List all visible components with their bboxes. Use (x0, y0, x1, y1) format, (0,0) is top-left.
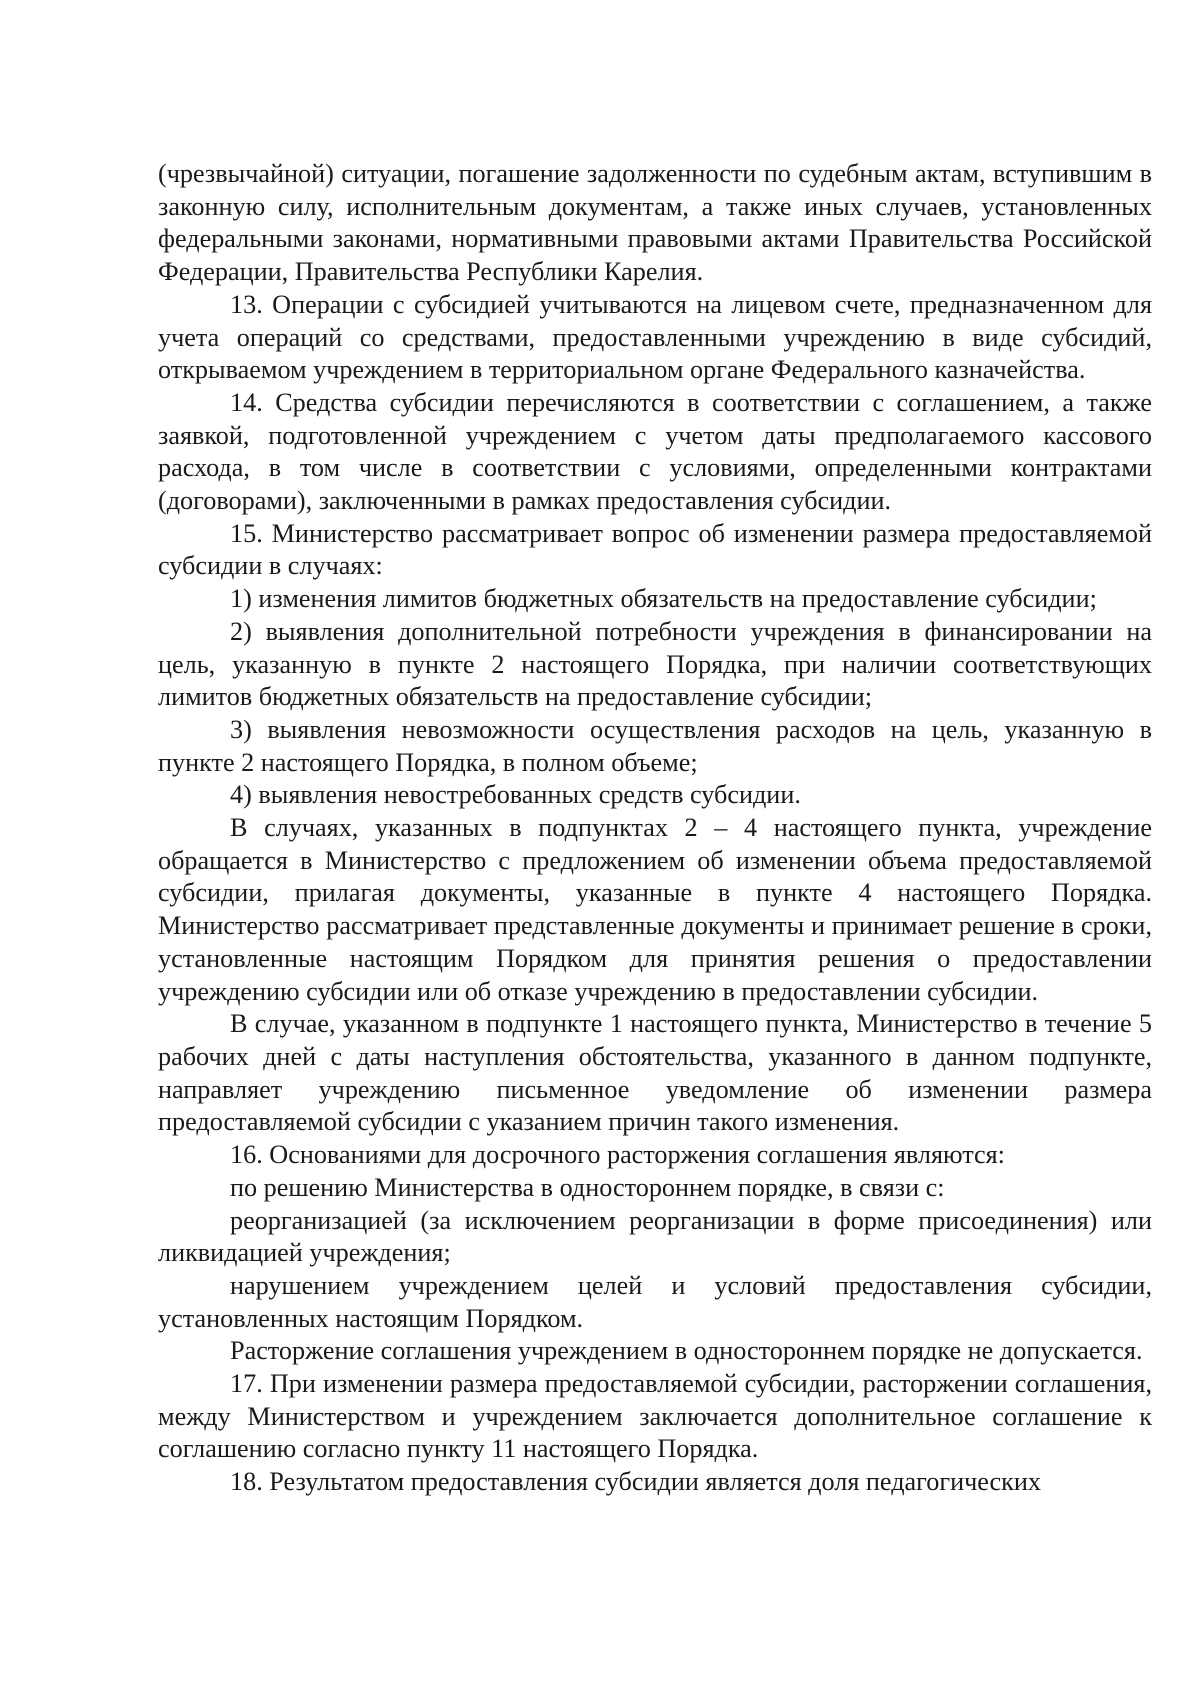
paragraph-16-reorganization: реорганизацией (за исключением реорганизации в форме присоединения) или ликвидацией учреждения; (158, 1205, 1152, 1268)
paragraph-16-termination-note: Расторжение соглашения учреждением в одностороннем порядке не допускается. (230, 1336, 1143, 1366)
paragraph-15-item-1: 1) изменения лимитов бюджетных обязательств на предоставление субсидии; (230, 584, 1097, 614)
paragraph-13: 13. Операции с субсидией учитываются на лицевом счете, предназначенном для учета операций со средствами, предоставленными учреждению в виде субсидий, открываемом учреждением в территориальном органе Федерального казначейства. (158, 289, 1152, 385)
paragraph-17: 17. При изменении размера предоставляемой субсидии, расторжении соглашения, между Министерством и учреждением заключается дополнительное соглашение к соглашению согласно пункту 11 настоящего Порядка. (158, 1369, 1152, 1464)
paragraph-15-case-1: В случае, указанном в подпункте 1 настоящего пункта, Министерство в течение 5 рабочих дней с даты наступления обстоятельства, указанного в данном подпункте, направляет учреждению письменное уведомление об изменении размера предоставляемой субсидии с указанием причин такого изменения. (158, 1009, 1152, 1137)
paragraph-15: 15. Министерство рассматривает вопрос об изменении размера предоставляемой субсидии в случаях: (158, 518, 1152, 581)
paragraph-16-violation: нарушением учреждением целей и условий предоставления субсидии, установленных настоящим Порядком. (158, 1270, 1152, 1333)
paragraph-14: 14. Средства субсидии перечисляются в соответствии с соглашением, а также заявкой, подготовленной учреждением с учетом даты предполагаемого кассового расхода, в том числе в соответствии с условиями, определенными контрактами (договорами), заключенными в рамках предоставления субсидии. (158, 387, 1152, 516)
paragraph-16-unilateral: по решению Министерства в одностороннем порядке, в связи с: (230, 1172, 945, 1202)
paragraph-15-item-4: 4) выявления невостребованных средств субсидии. (230, 780, 801, 810)
document-body (158, 158, 1152, 1499)
paragraph-15-item-2: 2) выявления дополнительной потребности учреждения в финансировании на цель, указанную в пункте 2 настоящего Порядка, при наличии соответствующих лимитов бюджетных обязательств на предоставление субсидии; (158, 616, 1152, 712)
paragraph-18: 18. Результатом предоставления субсидии является доля педагогических (230, 1467, 1041, 1497)
paragraph-16: 16. Основаниями для досрочного расторжения соглашения являются: (230, 1140, 1005, 1170)
paragraph-15-cases-2-4: В случаях, указанных в подпунктах 2 – 4 настоящего пункта, учреждение обращается в Министерство с предложением об изменении объема предоставляемой субсидии, прилагая документы, указанные в пункте 4 настоящего Порядка. Министерство рассматривает представленные документы и принимает решение в сроки, установленные настоящим Порядком для принятия решения о предоставлении учреждению субсидии или об отказе учреждению в предоставлении субсидии. (158, 813, 1152, 1006)
paragraph-continuation: (чрезвычайной) ситуации, погашение задолженности по судебным актам, вступившим в законную силу, исполнительным документам, а также иных случаев, установленных федеральными законами, нормативными правовыми актами Правительства Российской Федерации, Правительства Республики Карелия. (158, 159, 1152, 287)
paragraph-15-item-3: 3) выявления невозможности осуществления расходов на цель, указанную в пункте 2 настоящего Порядка, в полном объеме; (158, 714, 1152, 777)
